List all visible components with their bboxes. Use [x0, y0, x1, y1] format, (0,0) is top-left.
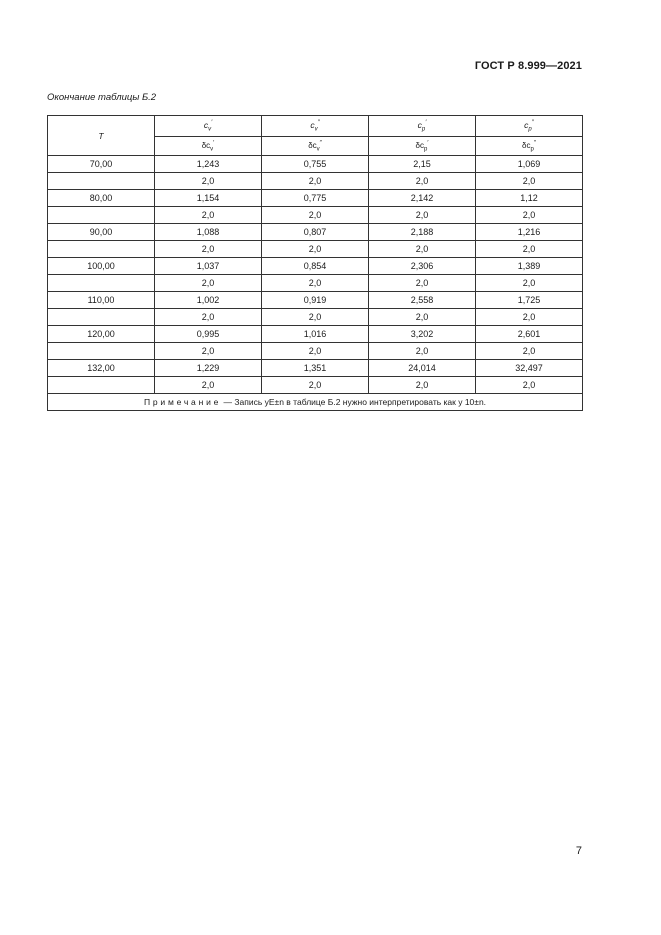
- cell-value: 1,154: [155, 190, 262, 207]
- cell-uncertainty: 2,0: [369, 173, 476, 190]
- cell-value: 0,854: [262, 258, 369, 275]
- table-row-values: [48, 326, 583, 343]
- cell-temperature: 80,00: [48, 190, 155, 207]
- note-row: [48, 394, 583, 411]
- cell-uncertainty: 2,0: [476, 173, 583, 190]
- sym-sub: v: [316, 146, 320, 153]
- sym-sup: ′: [425, 119, 427, 126]
- header-temperature: T: [48, 116, 155, 156]
- cell-value: 2,15: [369, 156, 476, 173]
- cell-uncertainty: 2,0: [155, 275, 262, 292]
- cell-value: 1,002: [155, 292, 262, 309]
- cell-empty: [48, 377, 155, 394]
- cell-empty: [48, 309, 155, 326]
- sym-base: c: [203, 119, 209, 130]
- sym-sub: p: [528, 126, 532, 133]
- table-row-uncertainty: [48, 173, 583, 190]
- cell-uncertainty: 2,0: [476, 343, 583, 360]
- header-cv2: [262, 116, 369, 137]
- table-row-uncertainty: [48, 309, 583, 326]
- cell-temperature: 120,00: [48, 326, 155, 343]
- cell-value: 1,725: [476, 292, 583, 309]
- cell-value: 0,775: [262, 190, 369, 207]
- cell-uncertainty: 2,0: [369, 241, 476, 258]
- table-row-uncertainty: [48, 275, 583, 292]
- sym-sub: v: [314, 126, 318, 133]
- cell-value: 1,351: [262, 360, 369, 377]
- cell-value: 0,995: [155, 326, 262, 343]
- cell-value: 3,202: [369, 326, 476, 343]
- cell-uncertainty: 2,0: [155, 241, 262, 258]
- cell-uncertainty: 2,0: [369, 309, 476, 326]
- sym-base: c: [524, 119, 529, 130]
- cell-temperature: 70,00: [48, 156, 155, 173]
- cell-value: 1,243: [155, 156, 262, 173]
- sym-sup: ′: [427, 139, 429, 146]
- header-cp2: [476, 116, 583, 137]
- sym-base: c: [417, 119, 422, 130]
- cell-uncertainty: 2,0: [262, 343, 369, 360]
- table-row-values: [48, 156, 583, 173]
- header-row-symbols: [48, 116, 583, 137]
- table-row-values: [48, 190, 583, 207]
- standard-id: ГОСТ Р 8.999—2021: [474, 60, 582, 72]
- sym-sup: ″: [533, 139, 536, 146]
- note-cell: [48, 394, 583, 411]
- cell-empty: [48, 343, 155, 360]
- sym-base: δc: [522, 140, 531, 150]
- table-row-uncertainty: [48, 241, 583, 258]
- table-row-values: [48, 360, 583, 377]
- cell-uncertainty: 2,0: [155, 173, 262, 190]
- sym-base: δc: [415, 140, 424, 150]
- cell-uncertainty: 2,0: [262, 173, 369, 190]
- cell-uncertainty: 2,0: [476, 309, 583, 326]
- table-row-uncertainty: [48, 343, 583, 360]
- cell-value: 0,755: [262, 156, 369, 173]
- sym-sup: ″: [531, 119, 534, 126]
- cell-uncertainty: 2,0: [262, 241, 369, 258]
- header-dcp2: [476, 137, 583, 156]
- cell-value: 0,919: [262, 292, 369, 309]
- cell-value: 1,389: [476, 258, 583, 275]
- sym-sup: ″: [319, 139, 322, 146]
- cell-empty: [48, 275, 155, 292]
- cell-uncertainty: 2,0: [262, 207, 369, 224]
- cell-uncertainty: 2,0: [262, 309, 369, 326]
- sym-base: δc: [201, 140, 211, 150]
- page-number: 7: [575, 845, 582, 857]
- sym-sub: p: [530, 146, 534, 153]
- cell-uncertainty: 2,0: [369, 377, 476, 394]
- data-table: [47, 115, 583, 411]
- cell-uncertainty: 2,0: [476, 207, 583, 224]
- cell-value: 1,12: [476, 190, 583, 207]
- cell-uncertainty: 2,0: [155, 207, 262, 224]
- cell-uncertainty: 2,0: [262, 275, 369, 292]
- cell-value: 1,016: [262, 326, 369, 343]
- header-cv1: [155, 116, 262, 137]
- cell-uncertainty: 2,0: [262, 377, 369, 394]
- table-row-values: [48, 224, 583, 241]
- cell-value: 2,601: [476, 326, 583, 343]
- cell-temperature: 90,00: [48, 224, 155, 241]
- sym-base: δc: [308, 140, 317, 150]
- sym-sup: ′: [211, 119, 213, 126]
- note-text: — Запись yE±n в таблице Б.2 нужно интерпретировать как y 10±n.: [221, 397, 487, 407]
- cell-value: 2,558: [369, 292, 476, 309]
- cell-value: 1,037: [155, 258, 262, 275]
- cell-uncertainty: 2,0: [476, 241, 583, 258]
- sym-base: c: [310, 119, 315, 130]
- cell-uncertainty: 2,0: [155, 377, 262, 394]
- cell-value: 1,229: [155, 360, 262, 377]
- cell-temperature: 100,00: [48, 258, 155, 275]
- cell-value: 1,216: [476, 224, 583, 241]
- cell-uncertainty: 2,0: [369, 275, 476, 292]
- sym-sub: p: [421, 126, 426, 133]
- sym-sup: ′: [213, 139, 215, 146]
- cell-value: 1,088: [155, 224, 262, 241]
- table-row-values: [48, 292, 583, 309]
- table-caption: Окончание таблицы Б.2: [47, 92, 157, 103]
- cell-uncertainty: 2,0: [476, 275, 583, 292]
- table-row-values: [48, 258, 583, 275]
- table-body: [48, 156, 583, 394]
- cell-value: 2,306: [369, 258, 476, 275]
- table-row-uncertainty: [48, 377, 583, 394]
- cell-value: 24,014: [369, 360, 476, 377]
- cell-value: 32,497: [476, 360, 583, 377]
- header-cp1: [369, 116, 476, 137]
- cell-uncertainty: 2,0: [155, 309, 262, 326]
- table-row-uncertainty: [48, 207, 583, 224]
- cell-empty: [48, 173, 155, 190]
- cell-uncertainty: 2,0: [369, 207, 476, 224]
- note-prefix: Примечание: [143, 397, 222, 407]
- sym-sub: v: [210, 146, 214, 153]
- header-dcp1: [369, 137, 476, 156]
- cell-empty: [48, 207, 155, 224]
- sym-sup: ″: [317, 119, 320, 126]
- sym-sub: v: [208, 126, 212, 133]
- cell-temperature: 110,00: [48, 292, 155, 309]
- cell-uncertainty: 2,0: [369, 343, 476, 360]
- header-dcv1: [155, 137, 262, 156]
- cell-uncertainty: 2,0: [155, 343, 262, 360]
- cell-value: 1,069: [476, 156, 583, 173]
- cell-value: 2,188: [369, 224, 476, 241]
- cell-value: 0,807: [262, 224, 369, 241]
- cell-value: 2,142: [369, 190, 476, 207]
- sym-sub: p: [423, 146, 428, 153]
- cell-temperature: 132,00: [48, 360, 155, 377]
- cell-empty: [48, 241, 155, 258]
- header-dcv2: [262, 137, 369, 156]
- cell-uncertainty: 2,0: [476, 377, 583, 394]
